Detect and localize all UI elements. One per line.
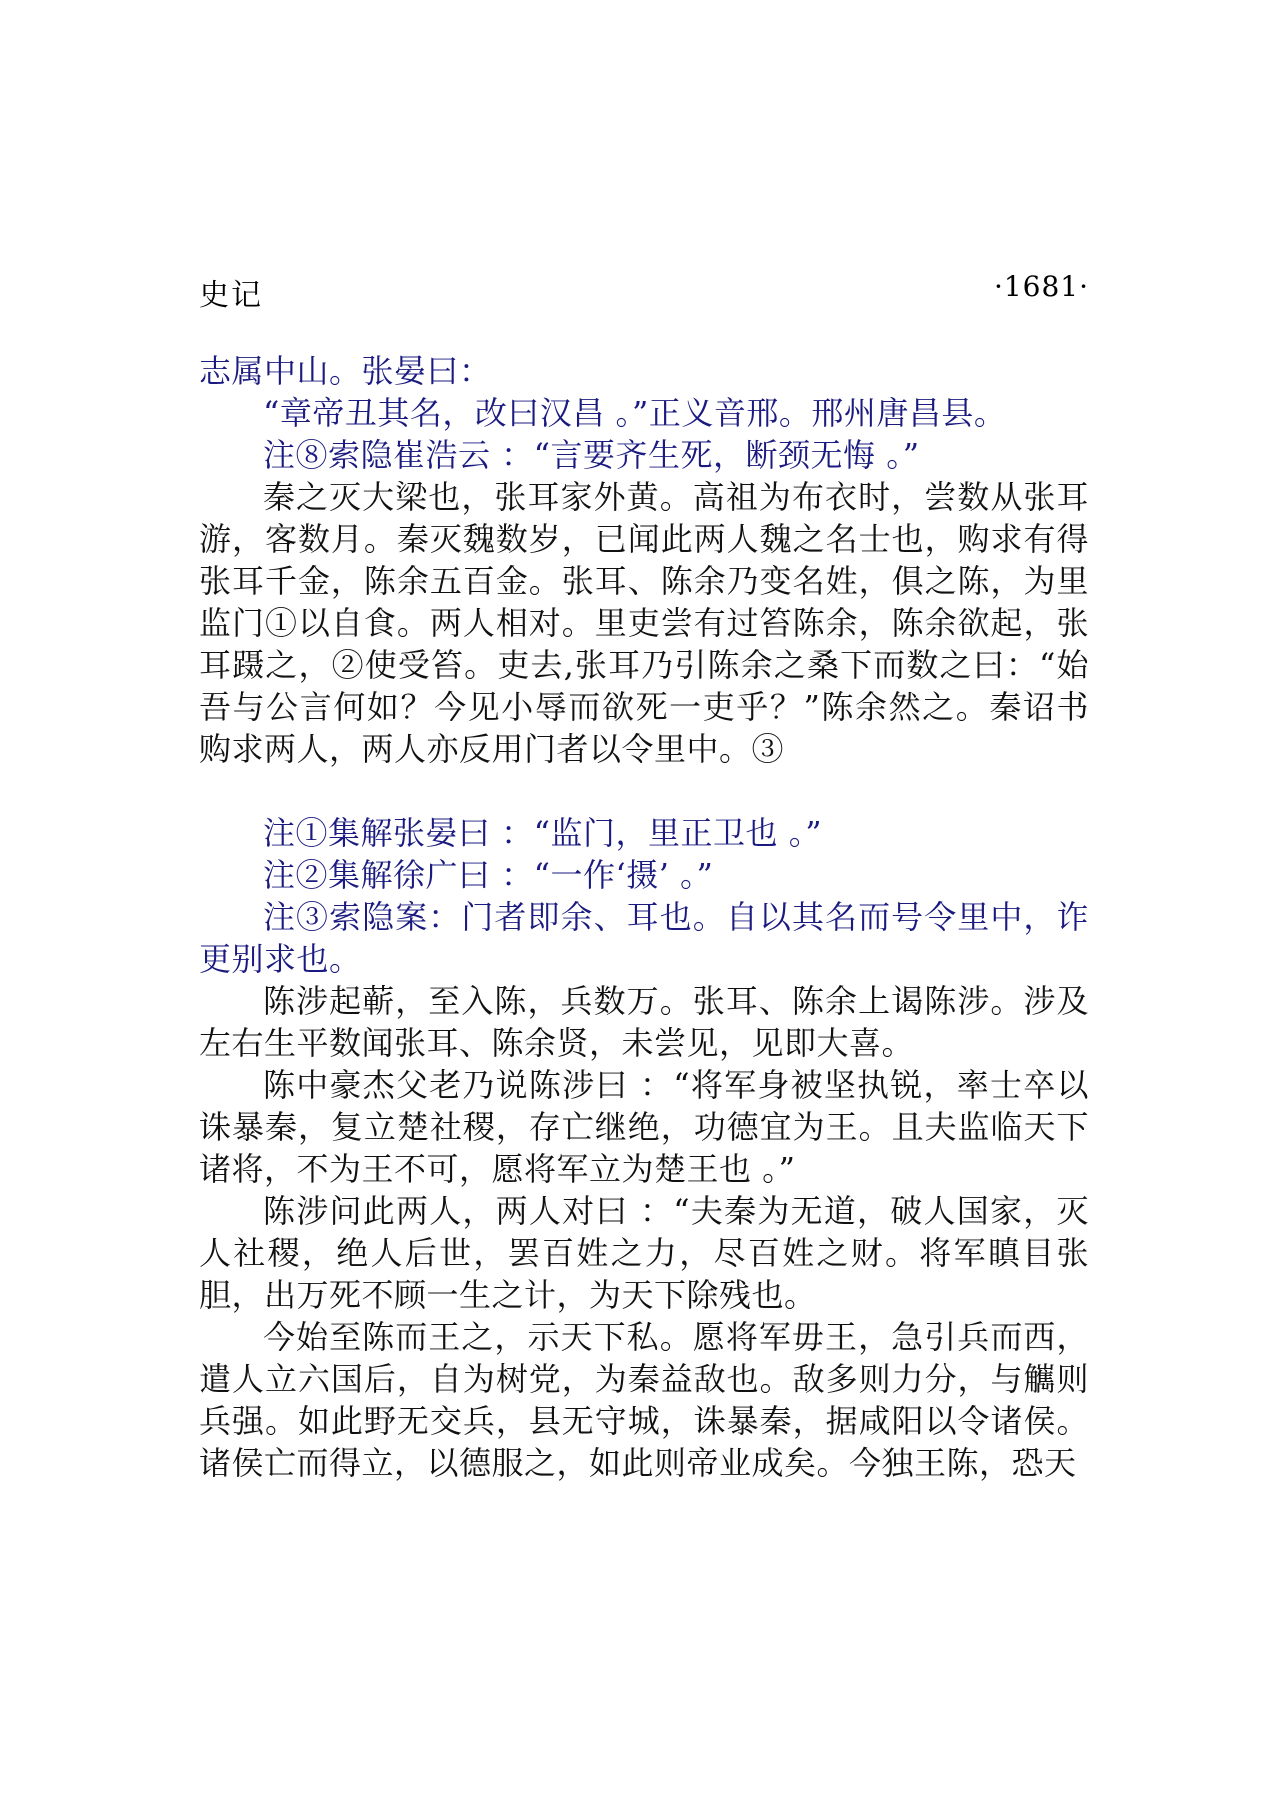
text-paragraph: 今始至陈而王之，示天下私。愿将军毋王，急引兵而西，遣人立六国后，自为树党，为秦益敌也。敌多则力分，与觽则兵强。如此野无交兵，县无守城，诛暴秦，据咸阳以令诸侯。诸侯亡而得立，以德服之，如此则帝业成矣。今独王陈，恐天	[199, 1318, 1089, 1482]
annotation-paragraph: 注①集解张晏曰 ：“监门，里正卫也 。”	[263, 814, 823, 852]
annotation-paragraph: 志属中山。张晏曰：	[199, 352, 492, 390]
paragraph-gap	[199, 770, 1089, 812]
annotation-paragraph: 注⑧索隐崔浩云 ：“言要齐生死，断颈无悔 。”	[263, 436, 920, 474]
annotation-paragraph: “章帝丑其名，改曰汉昌 。”正义音邢。邢州唐昌县。	[263, 394, 1007, 432]
text-paragraph: 秦之灭大梁也，张耳家外黄。高祖为布衣时，尝数从张耳游，客数月。秦灭魏数岁，已闻此两人魏之名士也，购求有得张耳千金，陈余五百金。张耳、陈余乃变名姓，俱之陈，为里监门①以自食。两人相对。里吏尝有过笞陈余，陈余欲起，张耳蹑之，②使受笞。吏去,张耳乃引陈余之桑下而数之曰：“始吾与公言何如？今见小辱而欲死一吏乎？”陈余然之。秦诏书购求两人，两人亦反用门者以令里中。③	[199, 478, 1089, 768]
text-paragraph: 陈中豪杰父老乃说陈涉曰 ：“将军身被坚执锐，率士卒以诛暴秦，复立楚社稷，存亡继绝，功德宜为王。且夫监临天下诸将，不为王不可，愿将军立为楚王也 。”	[199, 1066, 1089, 1188]
text-paragraph: 陈涉起蕲，至入陈，兵数万。张耳、陈余上谒陈涉。涉及左右生平数闻张耳、陈余贤，未尝见，见即大喜。	[199, 982, 1089, 1062]
page-body	[199, 350, 1089, 1484]
page-number: ·1681·	[993, 270, 1089, 303]
book-title: 史记	[199, 278, 263, 313]
annotation-paragraph: 注③索隐案：门者即余、耳也。自以其名而号令里中，诈更别求也。	[199, 898, 1089, 978]
page-header	[199, 270, 1089, 313]
text-paragraph: 陈涉问此两人，两人对曰 ：“夫秦为无道，破人国家，灭人社稷，绝人后世，罢百姓之力，尽百姓之财。将军瞋目张胆，出万死不顾一生之计，为天下除残也。	[199, 1192, 1089, 1314]
annotation-paragraph: 注②集解徐广曰 ：“一作‘摄’ 。”	[263, 856, 714, 894]
